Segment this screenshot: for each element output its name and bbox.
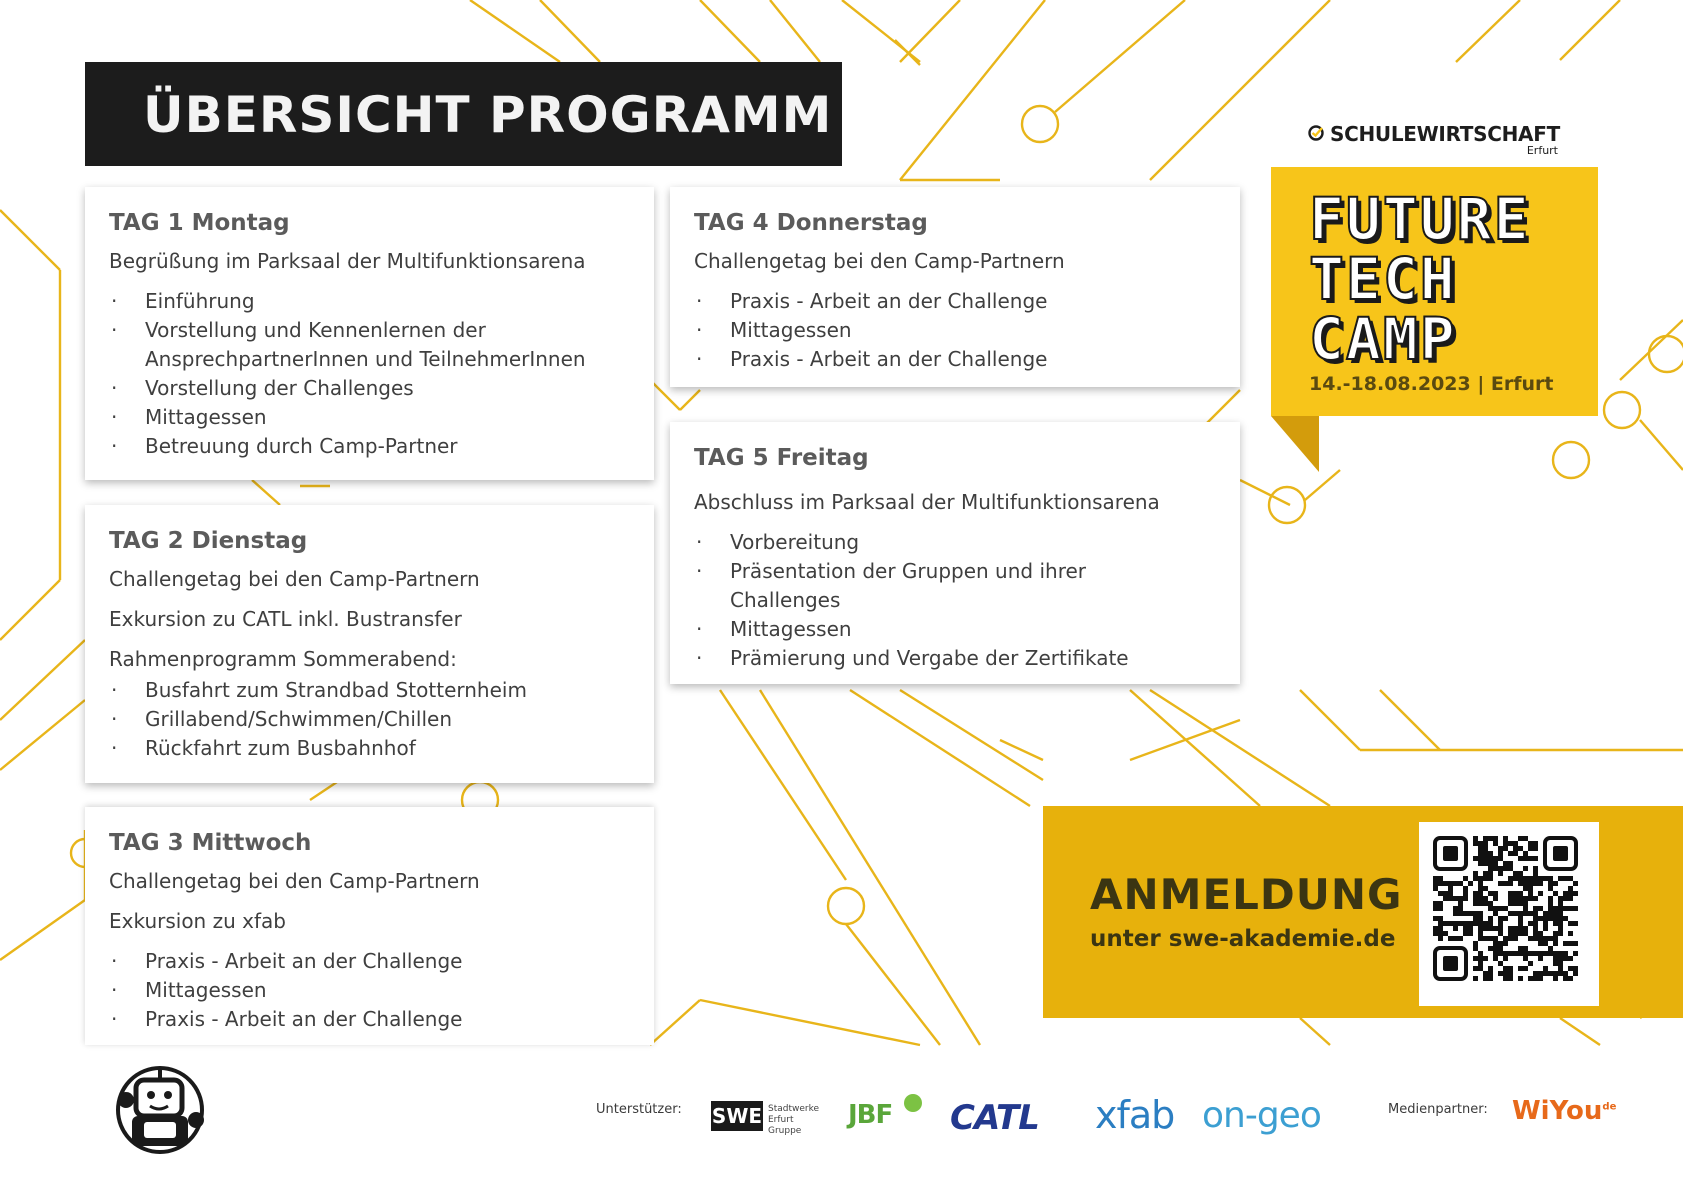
list-item-text: Rückfahrt zum Busbahnhof <box>145 736 416 760</box>
list-item-text: Mittagessen <box>730 318 852 342</box>
list-item <box>109 947 630 976</box>
list-item <box>109 287 630 316</box>
list-item <box>109 734 630 763</box>
qr-code[interactable] <box>1419 822 1599 1006</box>
list-item-text: Mittagessen <box>145 978 267 1002</box>
list-item-text: Praxis - Arbeit an der Challenge <box>730 347 1048 371</box>
list-item-text: Vorbereitung <box>730 530 860 554</box>
leaf-icon <box>902 1092 924 1114</box>
list-item <box>694 615 1216 644</box>
bullet-dot: · <box>111 949 118 973</box>
list-item-continuation <box>109 345 630 374</box>
day-line: Challengetag bei den Camp-Partnern <box>109 869 480 893</box>
list-item <box>109 676 630 705</box>
list-item-continuation <box>694 586 1216 615</box>
camp-title-line-2: TECH <box>1309 245 1457 313</box>
list-item-text: AnsprechpartnerInnen und TeilnehmerInnen <box>145 347 586 371</box>
bullet-dot: · <box>696 289 703 313</box>
bullet-list <box>694 287 1216 374</box>
bullet-dot: · <box>111 289 118 313</box>
bullet-list <box>109 287 630 461</box>
day-line: Abschluss im Parksaal der Multifunktionsarena <box>694 490 1160 514</box>
bullet-dot: · <box>696 318 703 342</box>
jbf-logo-text: JBF <box>848 1100 893 1130</box>
bullet-dot: · <box>111 707 118 731</box>
list-item-text: Vorstellung der Challenges <box>145 376 414 400</box>
swe-logo-text: SWE <box>711 1101 763 1131</box>
camp-title-line-1: FUTURE <box>1309 185 1531 253</box>
registration-title: ANMELDUNG <box>1090 870 1403 919</box>
bullet-dot: · <box>111 978 118 1002</box>
list-item <box>109 976 630 1005</box>
day-card-1 <box>85 187 654 480</box>
camp-title-line-3: CAMP <box>1309 305 1457 373</box>
bullet-dot: · <box>111 318 118 342</box>
list-item-text: Betreuung durch Camp-Partner <box>145 434 458 458</box>
bullet-dot: · <box>111 405 118 429</box>
day-line: Exkursion zu xfab <box>109 909 286 933</box>
bullet-dot: · <box>696 646 703 670</box>
wiyou-logo <box>1512 1096 1616 1126</box>
swe-logo <box>711 1101 826 1136</box>
camp-badge <box>1271 167 1598 416</box>
schulewirtschaft-logo <box>1308 120 1558 160</box>
day-card-3 <box>85 807 654 1045</box>
bullet-dot: · <box>111 434 118 458</box>
day-line: Rahmenprogramm Sommerabend: <box>109 647 457 671</box>
camp-date: 14.-18.08.2023 | Erfurt <box>1309 373 1554 395</box>
day-card-5 <box>670 422 1240 684</box>
list-item <box>109 316 630 345</box>
day-line: Challengetag bei den Camp-Partnern <box>694 249 1065 273</box>
swe-logo-subtext <box>768 1104 826 1137</box>
jbf-logo <box>848 1092 924 1132</box>
org-city: Erfurt <box>1526 144 1558 157</box>
list-item-text: Prämierung und Vergabe der Zertifikate <box>730 646 1129 670</box>
bullet-dot: · <box>696 559 703 583</box>
bullet-dot: · <box>696 347 703 371</box>
robot-mascot-icon <box>110 1060 210 1156</box>
list-item <box>694 557 1216 586</box>
list-item <box>694 287 1216 316</box>
page-title: ÜBERSICHT PROGRAMM <box>143 86 833 144</box>
bullet-dot: · <box>111 376 118 400</box>
list-item-text: Praxis - Arbeit an der Challenge <box>145 1007 463 1031</box>
qr-code-icon <box>1419 822 1599 1006</box>
list-item-text: Vorstellung und Kennenlernen der <box>145 318 486 342</box>
catl-logo: CATL <box>950 1098 1039 1138</box>
day-title: TAG 5 Freitag <box>694 445 869 471</box>
day-title: TAG 2 Dienstag <box>109 528 308 554</box>
list-item <box>109 1005 630 1034</box>
list-item-text: Mittagessen <box>730 617 852 641</box>
bullet-dot: · <box>696 530 703 554</box>
list-item-text: Mittagessen <box>145 405 267 429</box>
wiyou-logo-sup: de <box>1602 1101 1617 1113</box>
list-item-text: Grillabend/Schwimmen/Chillen <box>145 707 453 731</box>
supporters-label: Unterstützer: <box>596 1102 682 1117</box>
list-item-text: Einführung <box>145 289 255 313</box>
wiyou-logo-text: WiYou <box>1512 1096 1603 1126</box>
list-item-text: Challenges <box>730 588 841 612</box>
bullet-list <box>109 676 630 763</box>
swe-small-line: Stadtwerke <box>768 1104 820 1114</box>
day-card-2 <box>85 505 654 783</box>
day-title: TAG 3 Mittwoch <box>109 830 312 856</box>
list-item <box>109 705 630 734</box>
ongeo-logo: on-geo <box>1202 1095 1321 1136</box>
list-item <box>694 528 1216 557</box>
day-card-4 <box>670 187 1240 387</box>
list-item-text: Praxis - Arbeit an der Challenge <box>145 949 463 973</box>
bullet-dot: · <box>111 736 118 760</box>
title-bar <box>85 62 842 166</box>
day-line: Exkursion zu CATL inkl. Bustransfer <box>109 607 462 631</box>
list-item-text: Praxis - Arbeit an der Challenge <box>730 289 1048 313</box>
bullet-list <box>109 947 630 1034</box>
list-item <box>694 345 1216 374</box>
swe-small-line: Erfurt Gruppe <box>768 1115 802 1136</box>
org-name: SCHULEWIRTSCHAFT <box>1330 122 1560 146</box>
list-item <box>694 644 1216 673</box>
bullet-dot: · <box>111 1007 118 1031</box>
list-item-text: Busfahrt zum Strandbad Stotternheim <box>145 678 527 702</box>
list-item <box>694 316 1216 345</box>
day-title: TAG 4 Donnerstag <box>694 210 928 236</box>
xfab-logo: xfab <box>1095 1093 1175 1137</box>
registration-link[interactable]: unter swe-akademie.de <box>1090 926 1396 952</box>
list-item-text: Präsentation der Gruppen und ihrer <box>730 559 1087 583</box>
bullet-list <box>694 528 1216 673</box>
list-item <box>109 374 630 403</box>
list-item <box>109 403 630 432</box>
bullet-dot: · <box>696 617 703 641</box>
checkmark-circle-icon <box>1308 125 1324 141</box>
day-line: Begrüßung im Parksaal der Multifunktionsarena <box>109 249 586 273</box>
day-line: Challengetag bei den Camp-Partnern <box>109 567 480 591</box>
bullet-dot: · <box>111 678 118 702</box>
badge-fold-decoration <box>1271 416 1319 472</box>
registration-box <box>1043 806 1683 1018</box>
media-partner-label: Medienpartner: <box>1388 1102 1488 1117</box>
day-title: TAG 1 Montag <box>109 210 290 236</box>
list-item <box>109 432 630 461</box>
